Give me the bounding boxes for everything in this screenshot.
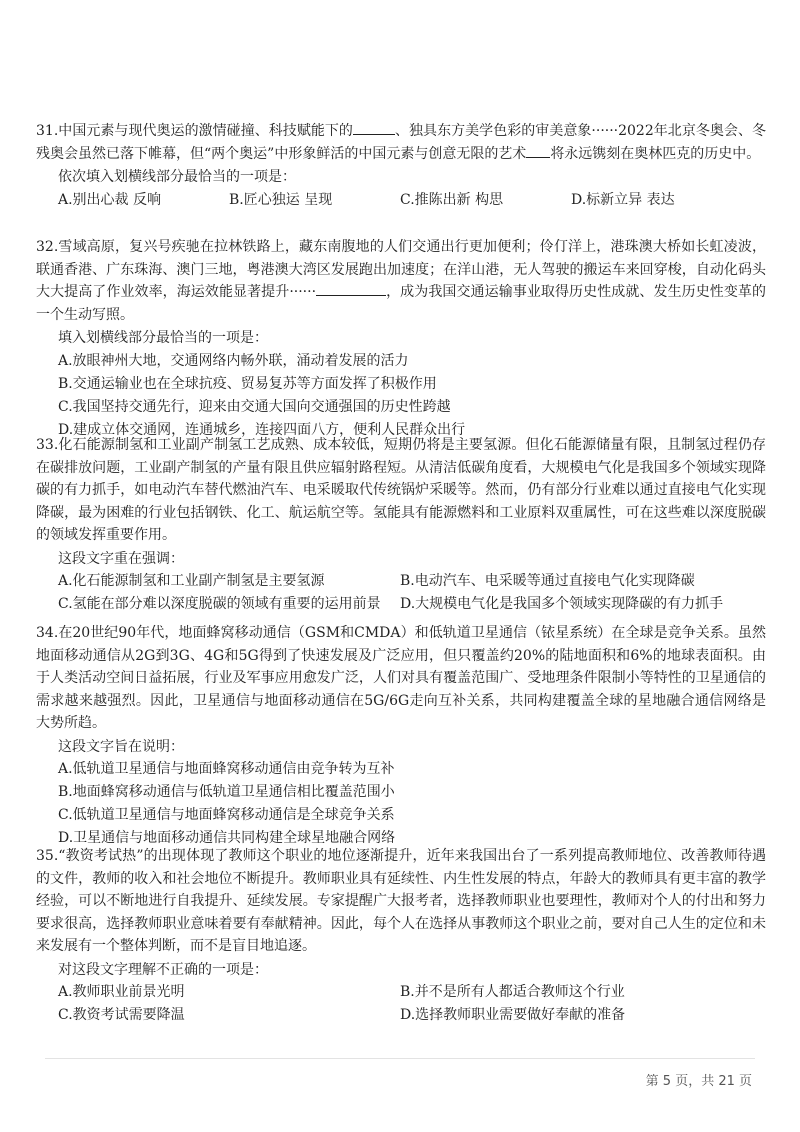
question-number: 34. xyxy=(36,625,59,641)
option-c[interactable]: C.我国坚持交通先行，迎来由交通大国向交通强国的历史性跨越 xyxy=(58,398,451,415)
option-d[interactable]: D.选择教师职业需要做好奉献的准备 xyxy=(400,1007,626,1023)
option-d[interactable]: D.大规模电气化是我国多个领域实现降碳的有力抓手 xyxy=(400,596,724,612)
question-prompt: 对这段文字理解不正确的一项是： xyxy=(58,961,268,978)
question-33 xyxy=(36,434,766,616)
option-b[interactable]: B.电动汽车、电采暖等通过直接电气化实现降碳 xyxy=(400,573,695,589)
question-prompt: 依次填入划横线部分最恰当的一项是： xyxy=(58,169,296,185)
page-number: 第 5 页，共 21 页 xyxy=(645,1074,752,1089)
question-32 xyxy=(36,236,766,442)
fill-blank xyxy=(353,120,395,135)
fill-blank xyxy=(526,143,550,158)
question-number: 35. xyxy=(36,848,59,864)
question-prompt: 这段文字重在强调： xyxy=(58,550,184,567)
question-number: 31. xyxy=(36,123,59,139)
option-b[interactable]: B.地面蜂窝移动通信与低轨道卫星通信相比覆盖范围小 xyxy=(58,784,395,800)
question-stem: 35.“教资考试热”的出现体现了教师这个职业的地位逐渐提升，近年来我国出台了一系列提高教师地位、改善教师待遇的文件，教师的收入和社会地位不断提升。教师职业具有延续性、内生性发展的特点，年龄大的教师具有更丰富的教学经验，可以不断地进行自我提升、延续发展。专家提醒广大报考者，选择教师职业也要理性，教师对个人的付出和努力要求很高，选择教师职业意味着要有奉献精神。因此，每个人在选择从事教师这个职业之前，要对自己人生的定位和未来发展有一个整体判断，而不是盲目地追逐。 xyxy=(36,848,766,954)
question-31 xyxy=(36,120,766,212)
option-c[interactable]: C.低轨道卫星通信与地面蜂窝移动通信是全球竞争关系 xyxy=(58,807,395,823)
option-c[interactable]: C.教资考试需要降温 xyxy=(58,1007,185,1023)
question-stem: 31.中国元素与现代奥运的激情碰撞、科技赋能下的 、独具东方美学色彩的审美意象······2022年北京冬奥会、冬残奥会虽然已落下帷幕，但“两个奥运”中形象鲜活的中国元素与创意无限的艺术 将永远镌刻在奥林匹克的历史中。 xyxy=(36,120,766,165)
question-number: 33. xyxy=(36,437,59,453)
question-stem: 32.雪域高原，复兴号疾驰在拉林铁路上，藏东南腹地的人们交通出行更加便利；伶仃洋上，港珠澳大桥如长虹凌波，联通香港、广东珠海、澳门三地，粤港澳大湾区发展跑出加速度；在洋山港，无人驾驶的搬运车来回穿梭，自动化码头大大提高了作业效率，海运效能显著提升······ ，成为我国交通运输事业取得历史性成就、发生历史性变革的一个生动写照。 xyxy=(36,239,767,323)
option-row xyxy=(58,593,766,616)
fill-blank xyxy=(316,281,386,296)
option-row xyxy=(58,981,766,1004)
option-a[interactable]: A.别出心裁 反响 xyxy=(58,191,162,208)
option-c[interactable]: C.推陈出新 构思 xyxy=(400,191,504,208)
option-b[interactable]: B.匠心独运 呈现 xyxy=(229,191,333,208)
footer-divider xyxy=(45,1058,755,1059)
option-a[interactable]: A.低轨道卫星通信与地面蜂窝移动通信由竞争转为互补 xyxy=(58,761,395,777)
option-row xyxy=(58,189,766,212)
option-b[interactable]: B.并不是所有人都适合教师这个行业 xyxy=(400,984,625,1000)
question-prompt: 填入划横线部分最恰当的一项是： xyxy=(58,330,268,346)
option-a[interactable]: A.化石能源制氢和工业副产制氢是主要氢源 xyxy=(58,573,325,589)
option-a[interactable]: A.放眼神州大地，交通网络内畅外联，涌动着发展的活力 xyxy=(58,352,409,369)
question-stem: 34.在20世纪90年代，地面蜂窝移动通信（GSM和CMDA）和低轨道卫星通信（铱星系统）在全球是竞争关系。虽然地面移动通信从2G到3G、4G和5G得到了快速发展及广泛应用，但只覆盖约20%的陆地面积和6%的地球表面积。由于人类活动空间日益拓展，行业及军事应用愈发广泛，人们对具有覆盖范围广、受地理条件限制小等特性的卫星通信的需求越来越强烈。因此，卫星通信与地面移动通信在5G/6G走向互补关系，共同构建覆盖全球的星地融合通信网络是大势所趋。 xyxy=(36,625,766,731)
question-stem: 33.化石能源制氢和工业副产制氢工艺成熟、成本较低，短期仍将是主要氢源。但化石能源储量有限，且制氢过程仍存在碳排放问题，工业副产制氢的产量有限且供应辐射路程短。从清洁低碳角度看，大规模电气化是我国多个领域实现降碳的有力抓手，如电动汽车替代燃油汽车、电采暖取代传统锅炉采暖等。然而，仍有部分行业难以通过直接电气化实现降碳，最为困难的行业包括钢铁、化工、航运航空等。氢能具有能源燃料和工业原料双重属性，可在这些难以深度脱碳的领域发挥重要作用。 xyxy=(36,437,766,543)
option-d[interactable]: D.标新立异 表达 xyxy=(571,191,675,208)
option-d[interactable]: D.卫星通信与地面移动通信共同构建全球星地融合网络 xyxy=(58,830,396,846)
question-number: 32. xyxy=(36,239,59,255)
option-row xyxy=(58,570,766,593)
question-34 xyxy=(36,622,766,850)
option-row xyxy=(58,1004,766,1027)
option-a[interactable]: A.教师职业前景光明 xyxy=(58,984,185,1000)
option-c[interactable]: C.氢能在部分难以深度脱碳的领域有重要的运用前景 xyxy=(58,596,381,612)
question-35 xyxy=(36,845,766,1027)
question-prompt: 这段文字旨在说明： xyxy=(58,738,184,755)
option-b[interactable]: B.交通运输业也在全球抗疫、贸易复苏等方面发挥了积极作用 xyxy=(58,375,437,392)
option-d[interactable]: D.建成立体交通网，连通城乡，连接四面八方，便利人民群众出行 xyxy=(58,421,466,438)
